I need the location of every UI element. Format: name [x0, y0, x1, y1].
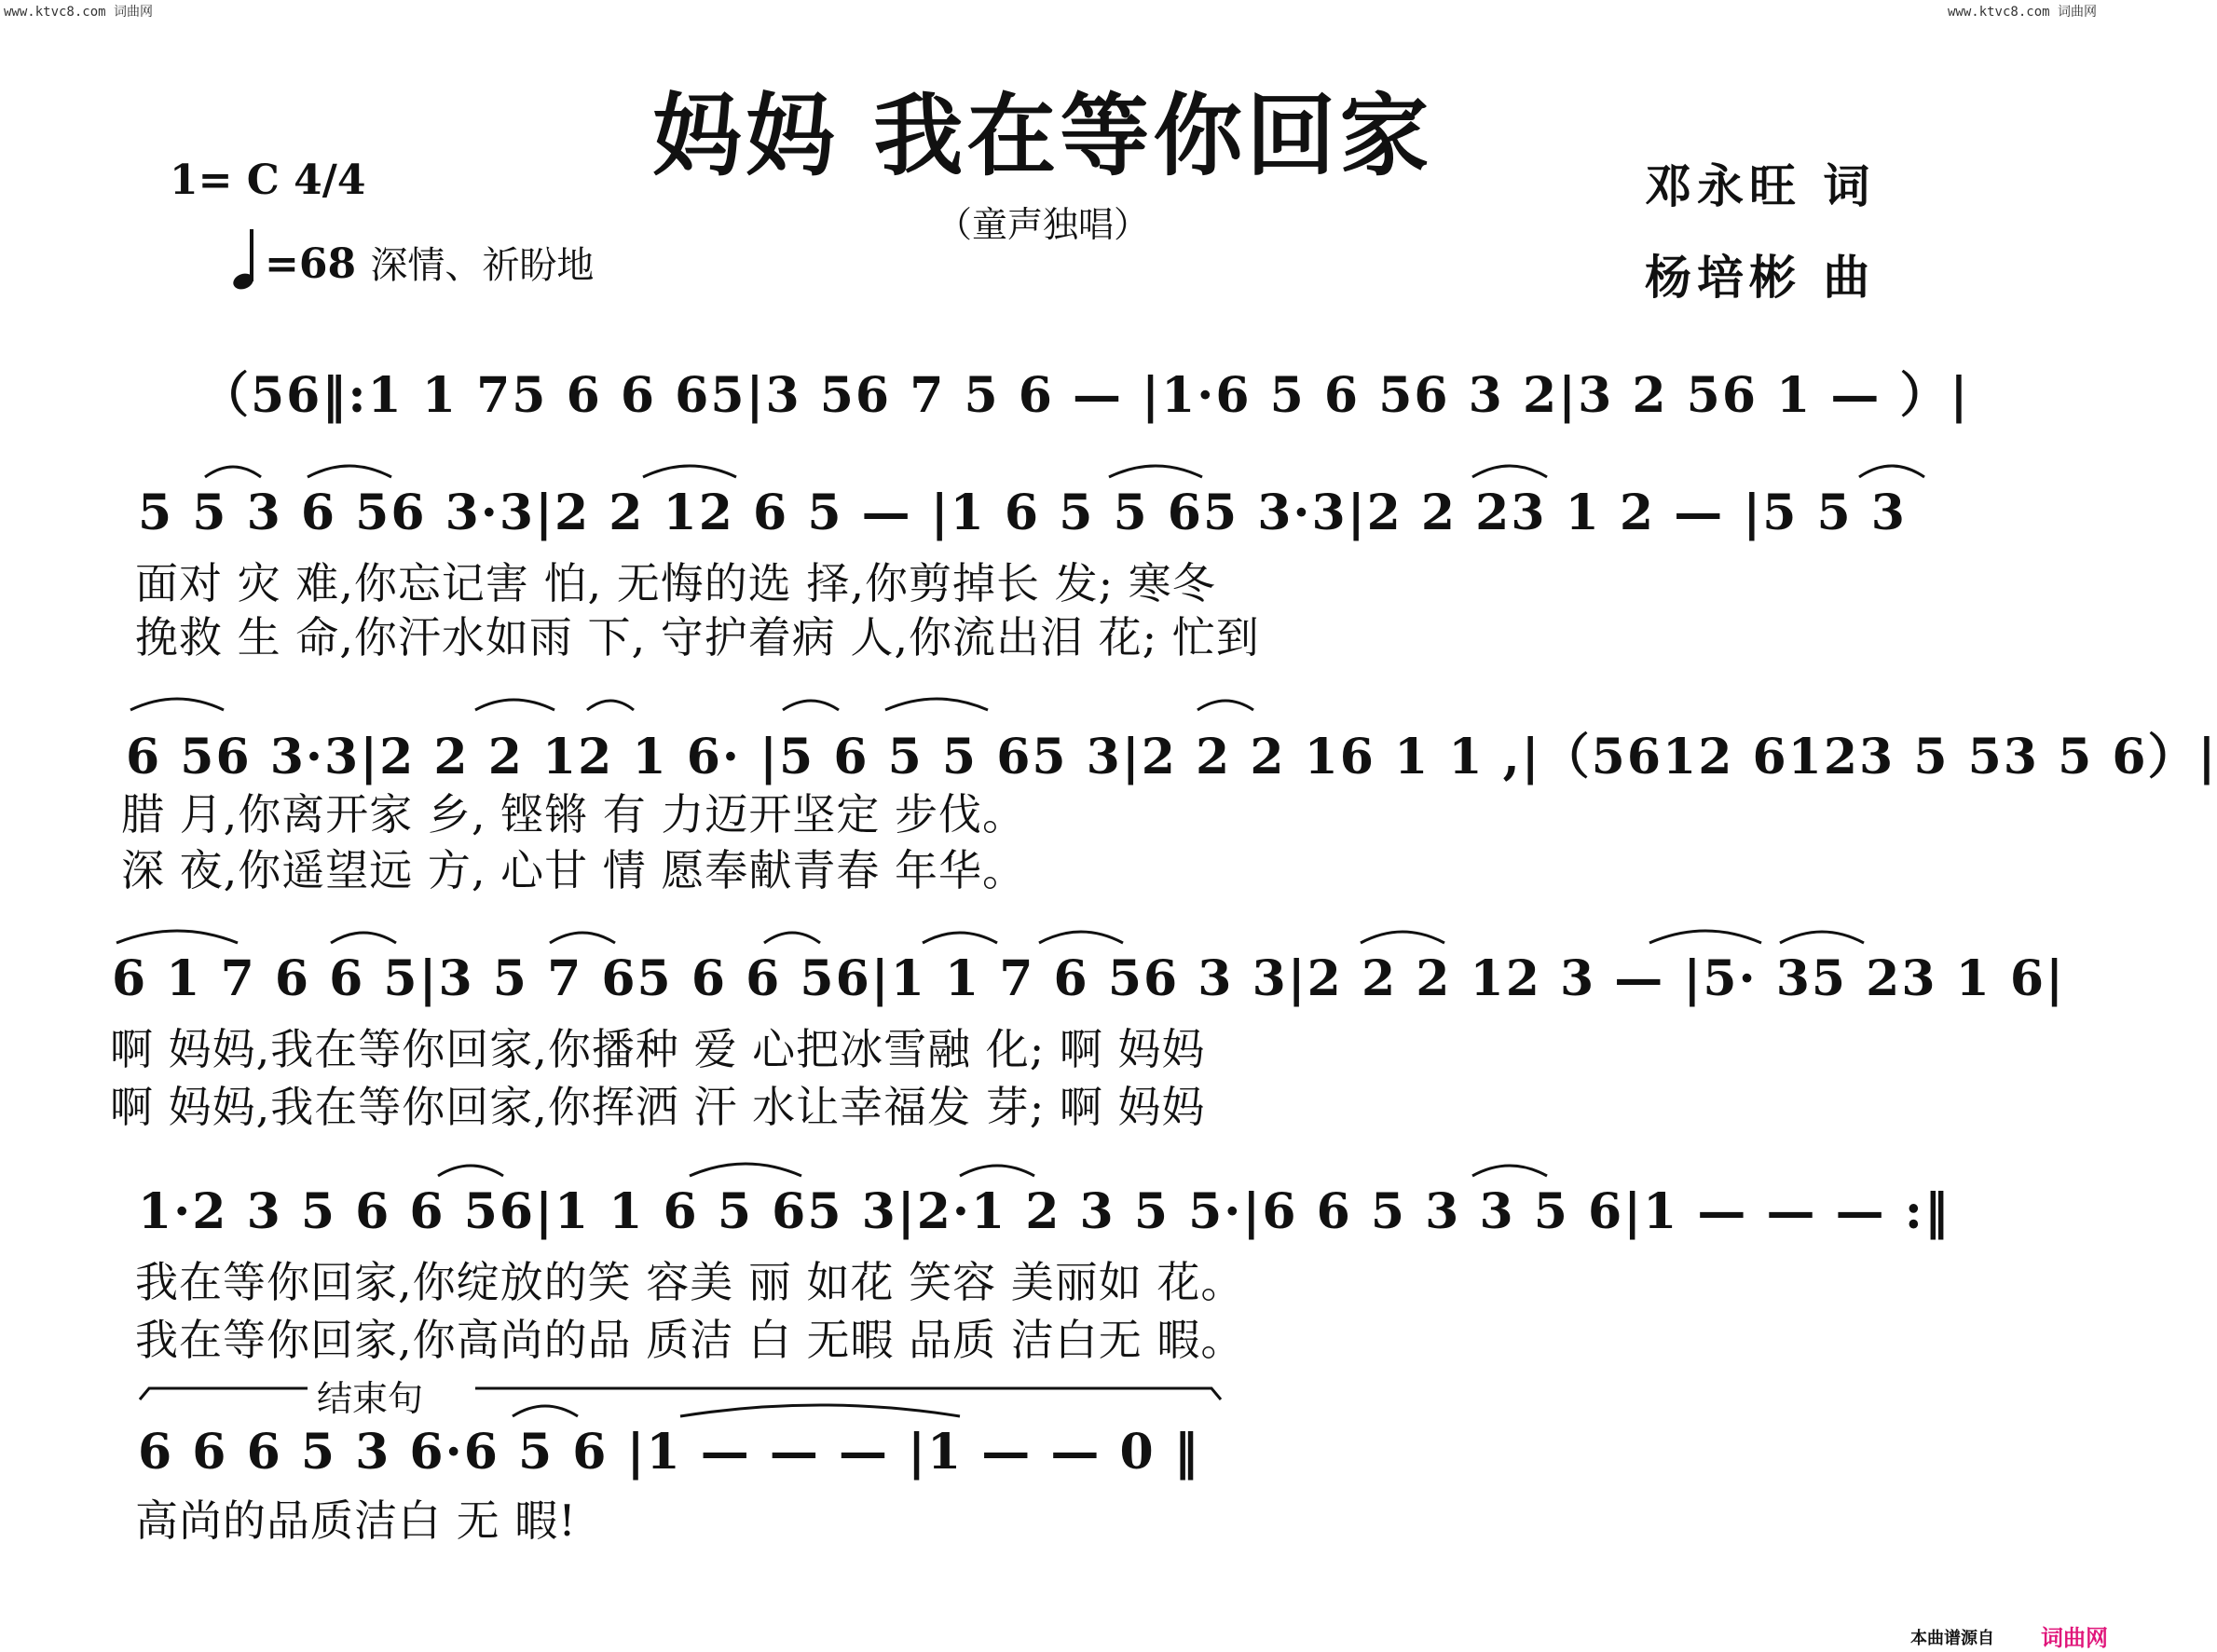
- lyricist-credit: 邓永旺 词: [1645, 158, 1876, 213]
- slur-mark: [130, 699, 224, 710]
- ending-bracket-left: [140, 1388, 308, 1399]
- slur-mark: [308, 466, 391, 477]
- slur-mark: [764, 933, 820, 943]
- song-title: 妈妈 我在等你回家: [652, 83, 1433, 188]
- score-line-4-verse-1: 啊 妈妈,我在等你回家,你播种 爱 心把冰雪融 化; 啊 妈妈: [110, 1024, 1206, 1074]
- ending-bracket-right: [475, 1388, 1221, 1399]
- slur-mark: [783, 701, 839, 710]
- slur-mark: [438, 1166, 503, 1176]
- slur-mark: [885, 699, 988, 710]
- composer-credit: 杨培彬 曲: [1645, 250, 1876, 305]
- score-line-3-notes: 6 56 3·3|2 2 2 12 1 6· |5 6 5 5 65 3|2 2 2 16 1 1 ,|（5612 6123 5 53 5 6）|: [126, 729, 2217, 785]
- slur-mark: [1109, 466, 1202, 477]
- score-line-5-verse-1: 我在等你回家,你绽放的笑 容美 丽 如花 笑容 美丽如 花。: [135, 1257, 1245, 1307]
- slur-mark: [513, 1406, 578, 1416]
- slur-mark: [1859, 466, 1924, 477]
- ending-notes: 6 6 6 5 3 6·6 5 6 |1 — — — |1 — — 0 ‖: [138, 1424, 1200, 1481]
- score-line-2-verse-2: 挽救 生 命,你汗水如雨 下, 守护着病 人,你流出泪 花; 忙到: [135, 612, 1260, 662]
- slur-mark: [643, 466, 736, 477]
- expression-mark: 深情、祈盼地: [370, 244, 595, 287]
- score-line-3-verse-1: 腊 月,你离开家 乡, 铿锵 有 力迈开坚定 步伐。: [121, 789, 1026, 840]
- score-line-3-verse-2: 深 夜,你遥望远 方, 心甘 情 愿奉献青春 年华。: [121, 845, 1026, 895]
- footer-source-text: 本曲谱源自: [1910, 1629, 1994, 1648]
- score-line-2-verse-1: 面对 灾 难,你忘记害 怕, 无悔的选 择,你剪掉长 发; 寒冬: [135, 558, 1216, 608]
- slur-mark: [205, 467, 261, 477]
- score-line-5-verse-2: 我在等你回家,你高尚的品 质洁 白 无暇 品质 洁白无 暇。: [135, 1315, 1245, 1365]
- slur-mark: [1472, 1166, 1547, 1176]
- ending-label: 结束句: [317, 1378, 424, 1419]
- footer-logo: 词曲网: [2041, 1625, 2108, 1651]
- slur-mark: [1780, 932, 1864, 943]
- score-line-2-notes: 5 5 3 6 56 3·3|2 2 12 6 5 — |1 6 5 5 65 3·3|2 2 23 1 2 — |5 5 3: [138, 485, 1907, 541]
- slur-mark: [1197, 701, 1253, 710]
- tempo-value: =68: [265, 240, 357, 288]
- slur-mark: [923, 933, 997, 943]
- song-subtitle: （童声独唱）: [937, 204, 1150, 245]
- slur-mark: [960, 1166, 1034, 1176]
- watermark-left: www.ktvc8.com 词曲网: [4, 5, 154, 20]
- slur-mark: [587, 701, 634, 710]
- slur-mark: [1472, 466, 1547, 477]
- slur-mark: [1039, 932, 1123, 943]
- score-line-1-notes: （56‖:1 1 75 6 6 65|3 56 7 5 6 — |1·6 5 6 56 3 2|3 2 56 1 — ）|: [200, 367, 1970, 424]
- score-line-5-notes: 1·2 3 5 6 6 56|1 1 6 5 65 3|2·1 2 3 5 5·|6 6 5 3 3 5 6|1 — — — :‖: [138, 1183, 1950, 1240]
- watermark-right: www.ktvc8.com 词曲网: [1947, 5, 2097, 20]
- slur-mark: [1649, 931, 1761, 943]
- slur-mark: [680, 1405, 960, 1416]
- slur-mark: [550, 933, 615, 943]
- score-line-4-notes: 6 1 7 6 6 5|3 5 7 65 6 6 56|1 1 7 6 56 3 3|2 2 2 12 3 — |5· 35 23 1 6|: [112, 950, 2066, 1007]
- key-signature: 1= C 4/4: [170, 157, 366, 204]
- slur-mark: [475, 700, 554, 710]
- slur-mark: [1361, 932, 1444, 943]
- slur-mark: [331, 933, 396, 943]
- score-line-4-verse-2: 啊 妈妈,我在等你回家,你挥洒 汗 水让幸福发 芽; 啊 妈妈: [110, 1082, 1206, 1132]
- ending-lyrics: 高尚的品质洁白 无 暇!: [135, 1495, 577, 1546]
- slur-mark: [116, 931, 238, 943]
- slur-mark: [690, 1164, 801, 1176]
